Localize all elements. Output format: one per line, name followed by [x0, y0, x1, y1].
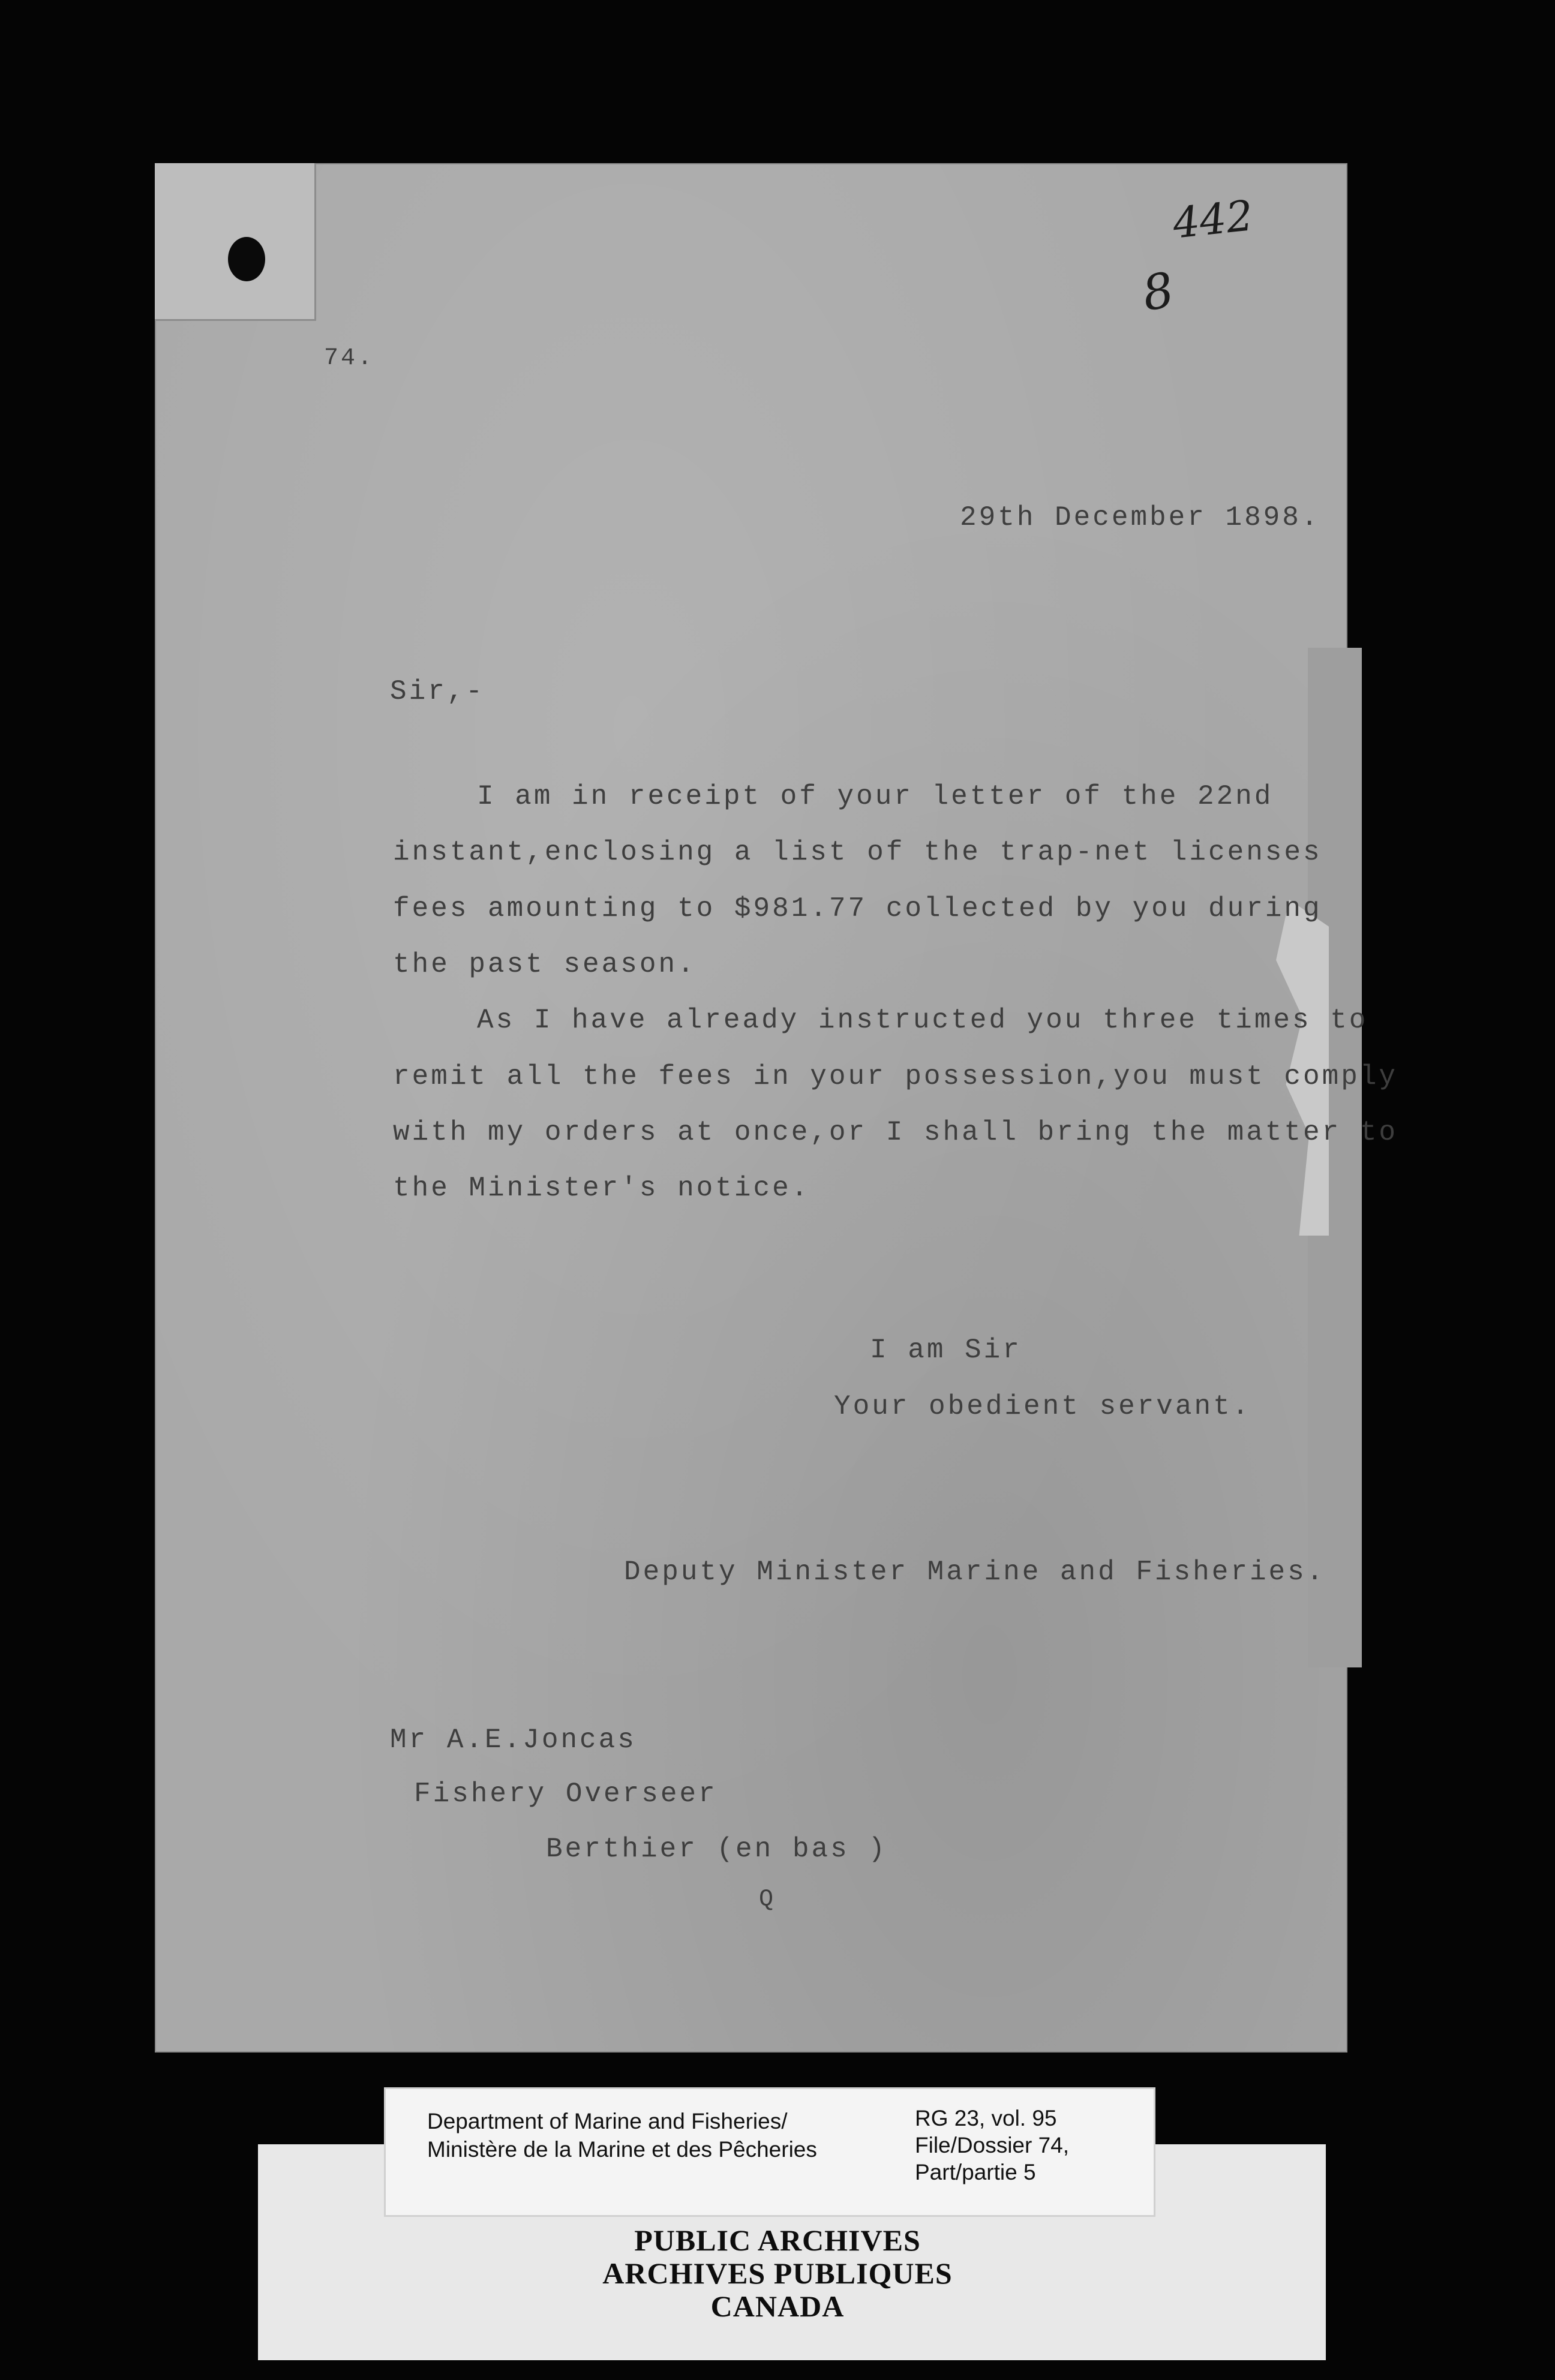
recipient-line: Berthier (en bas ) — [546, 1834, 887, 1865]
body-line: the past season. — [393, 949, 697, 980]
institution-line: ARCHIVES PUBLIQUES — [602, 2256, 953, 2290]
body-line: the Minister's notice. — [393, 1173, 810, 1204]
file-number: 74. — [324, 345, 375, 372]
footer-mark: Q — [759, 1886, 776, 1913]
reference-line: RG 23, vol. 95 — [915, 2106, 1057, 2130]
department-line: Ministère de la Marine et des Pêcheries — [427, 2137, 817, 2162]
letter-page — [155, 163, 1347, 2053]
closing-line: Your obedient servant. — [834, 1391, 1251, 1422]
reference-line: File/Dossier 74, — [915, 2133, 1070, 2157]
closing-line: I am Sir — [870, 1335, 1022, 1366]
body-line: As I have already instructed you three times to — [477, 1005, 1368, 1036]
institution-line: CANADA — [710, 2289, 845, 2323]
recipient-line: Fishery Overseer — [414, 1778, 718, 1810]
department-line: Department of Marine and Fisheries/ — [427, 2109, 788, 2133]
handwritten-mark: 8 — [1138, 262, 1178, 322]
recipient-line: Mr A.E.Joncas — [390, 1724, 637, 1756]
body-line: I am in receipt of your letter of the 22nd — [477, 781, 1274, 812]
reference-line: Part/partie 5 — [915, 2160, 1036, 2184]
body-line: remit all the fees in your possession,you must comply — [393, 1061, 1398, 1092]
body-line: instant,enclosing a list of the trap-net licenses — [393, 837, 1322, 868]
salutation: Sir,- — [390, 676, 485, 707]
letter-date: 29th December 1898. — [960, 502, 1320, 533]
handwritten-folio-number: 442 — [1170, 191, 1256, 248]
signature-title: Deputy Minister Marine and Fisheries. — [624, 1556, 1326, 1588]
body-line: with my orders at once,or I shall bring the matter to — [393, 1117, 1398, 1148]
institution-line: PUBLIC ARCHIVES — [634, 2223, 921, 2257]
punch-hole — [228, 237, 265, 281]
body-line: fees amounting to $981.77 collected by you during — [393, 893, 1322, 924]
